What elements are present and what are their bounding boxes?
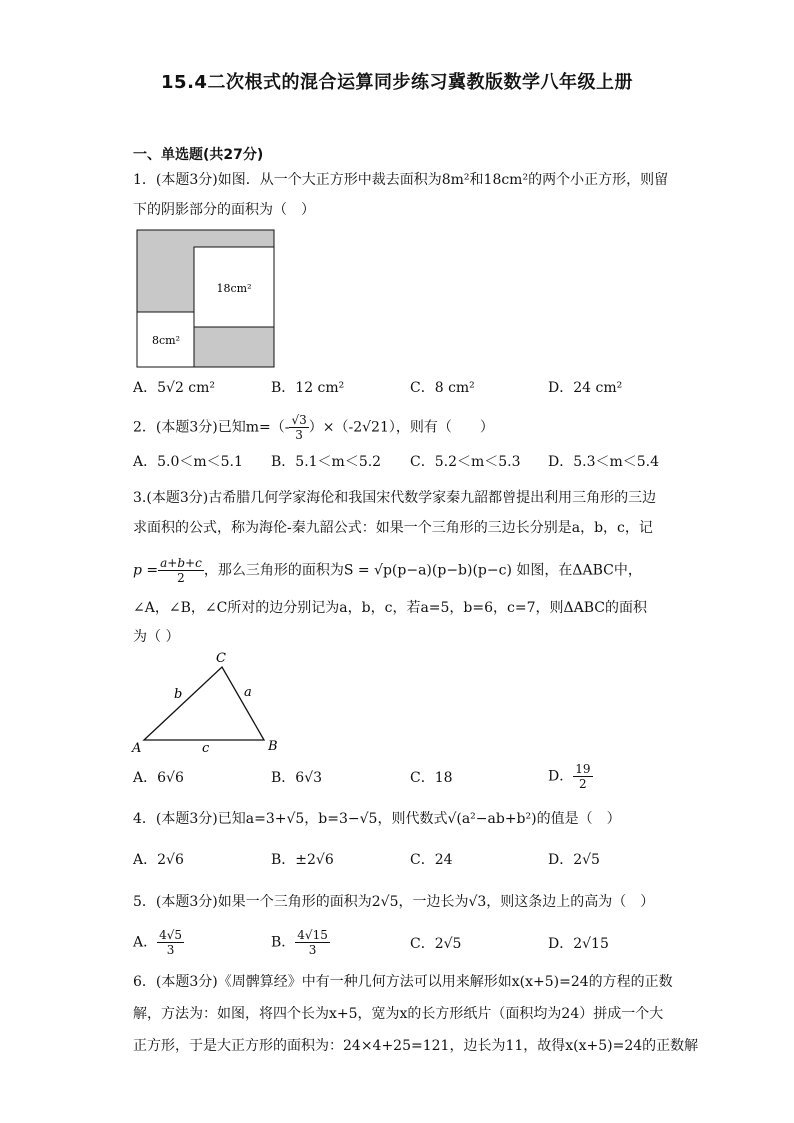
q4-stem: 4．(本题3分)已知a=3+√5，b=3−√5，则代数式√(a²−ab+b²)的值是（ ）: [133, 811, 621, 827]
page-title: 15.4二次根式的混合运算同步练习冀教版数学八年级上册: [161, 72, 633, 93]
q5-option-a-denominator: 3: [166, 943, 175, 957]
q3-p-label: p =: [133, 562, 159, 579]
q2-stem-a: 2．(本题3分)已知m=（-: [133, 419, 290, 436]
q3-option-d-numerator: 19: [575, 762, 591, 776]
q4-option-c[interactable]: C．24: [410, 852, 453, 868]
vertex-label-b: B: [268, 739, 278, 754]
section-heading: 一、单选题(共27分): [133, 147, 264, 163]
q3-stem-line3: [133, 556, 642, 585]
triangle-abc: [144, 667, 264, 740]
q2-frac-numerator: √3: [291, 413, 307, 427]
q5-option-d[interactable]: D．2√15: [548, 936, 609, 952]
q5-option-a[interactable]: [133, 928, 184, 957]
q1-option-b[interactable]: B．12 cm²: [271, 380, 345, 396]
q5-option-b-denominator: 3: [308, 943, 317, 957]
q1-stem-line1: 1．(本题3分)如图．从一个大正方形中裁去面积为8m²和18cm²的两个小正方形，则留: [133, 172, 669, 188]
label-8cm2: 8cm²: [152, 334, 180, 347]
q5-option-c[interactable]: C．2√5: [410, 936, 462, 952]
q2-option-c[interactable]: C．5.2＜m＜5.3: [410, 454, 521, 470]
q5-option-a-numerator: 4√5: [159, 928, 183, 942]
q2-stem-b: ）×（-2√21），则有（ ）: [308, 419, 494, 436]
q3-triangle-figure: [128, 648, 288, 758]
q3-option-d-fraction: [573, 762, 592, 791]
label-18cm2: 18cm²: [216, 282, 252, 295]
vertex-label-a: A: [132, 741, 142, 756]
q6-stem-line2: 解，方法为：如图，将四个长为x+5，宽为x的长方形纸片（面积均为24）拼成一个大: [133, 1006, 664, 1022]
q3-stem-line3b: ，那么三角形的面积为S = √p(p−a)(p−b)(p−c) 如图，在ΔABC中，: [203, 562, 642, 579]
q2-fraction: [289, 413, 308, 442]
q3-stem-line2: 求面积的公式，称为海伦-秦九韶公式：如果一个三角形的三边长分别是a，b，c，记: [133, 520, 653, 536]
q3-option-a[interactable]: A．6√6: [133, 770, 184, 786]
side-label-c: c: [202, 741, 210, 756]
q4-option-d[interactable]: D．2√5: [548, 852, 600, 868]
q3-stem-line1: 3.(本题3分)古希腊几何学家海伦和我国宋代数学家秦九韶都曾提出利用三角形的三边: [133, 490, 657, 506]
q3-fraction: [158, 556, 204, 585]
q3-option-c[interactable]: C．18: [410, 770, 453, 786]
q3-stem-line5: 为（ ）: [133, 629, 180, 645]
side-label-b: b: [174, 687, 183, 702]
q4-option-a[interactable]: A．2√6: [133, 852, 184, 868]
q5-option-b-prefix: B．: [271, 934, 296, 951]
q3-stem-line4: ∠A，∠B，∠C所对的边分别记为a，b，c，若a=5，b=6，c=7，则ΔABC的面积: [133, 600, 647, 616]
q5-option-a-prefix: A．: [133, 934, 158, 951]
q1-option-c[interactable]: C．8 cm²: [410, 380, 475, 396]
q5-option-b[interactable]: [271, 928, 330, 957]
q4-option-b[interactable]: B．±2√6: [271, 852, 334, 868]
q5-stem: 5．(本题3分)如果一个三角形的面积为2√5，一边长为√3，则这条边上的高为（ ）: [133, 894, 655, 910]
q2-option-a[interactable]: A．5.0＜m＜5.1: [133, 454, 243, 470]
side-label-a: a: [244, 685, 252, 700]
q3-option-d[interactable]: [548, 762, 593, 791]
q2-frac-denominator: 3: [295, 428, 303, 442]
q3-frac-numerator: a+b+c: [160, 556, 202, 570]
vertex-label-c: C: [216, 651, 226, 666]
q6-stem-line1: 6．(本题3分)《周髀算经》中有一种几何方法可以用来解形如x(x+5)=24的方程的正数: [133, 974, 673, 990]
q3-option-d-denominator: 2: [579, 777, 587, 791]
q6-stem-line3: 正方形，于是大正方形的面积为：24×4+25=121，边长为11，故得x(x+5)=24的正数解: [133, 1038, 699, 1054]
q3-option-b[interactable]: B．6√3: [271, 770, 323, 786]
q5-option-b-fraction: [295, 928, 330, 957]
q1-option-d[interactable]: D．24 cm²: [548, 380, 623, 396]
q1-stem-line2: 下的阴影部分的面积为（ ）: [133, 202, 315, 218]
q2-option-d[interactable]: D．5.3＜m＜5.4: [548, 454, 660, 470]
q1-squares-figure: [136, 229, 276, 369]
q2-option-b[interactable]: B．5.1＜m＜5.2: [271, 454, 382, 470]
q5-option-a-fraction: [157, 928, 184, 957]
q2-stem: [133, 413, 494, 442]
q5-option-b-numerator: 4√15: [297, 928, 328, 942]
q3-frac-denominator: 2: [177, 571, 185, 585]
q3-option-d-prefix: D．: [548, 768, 574, 785]
q1-option-a[interactable]: A．5√2 cm²: [133, 380, 216, 396]
